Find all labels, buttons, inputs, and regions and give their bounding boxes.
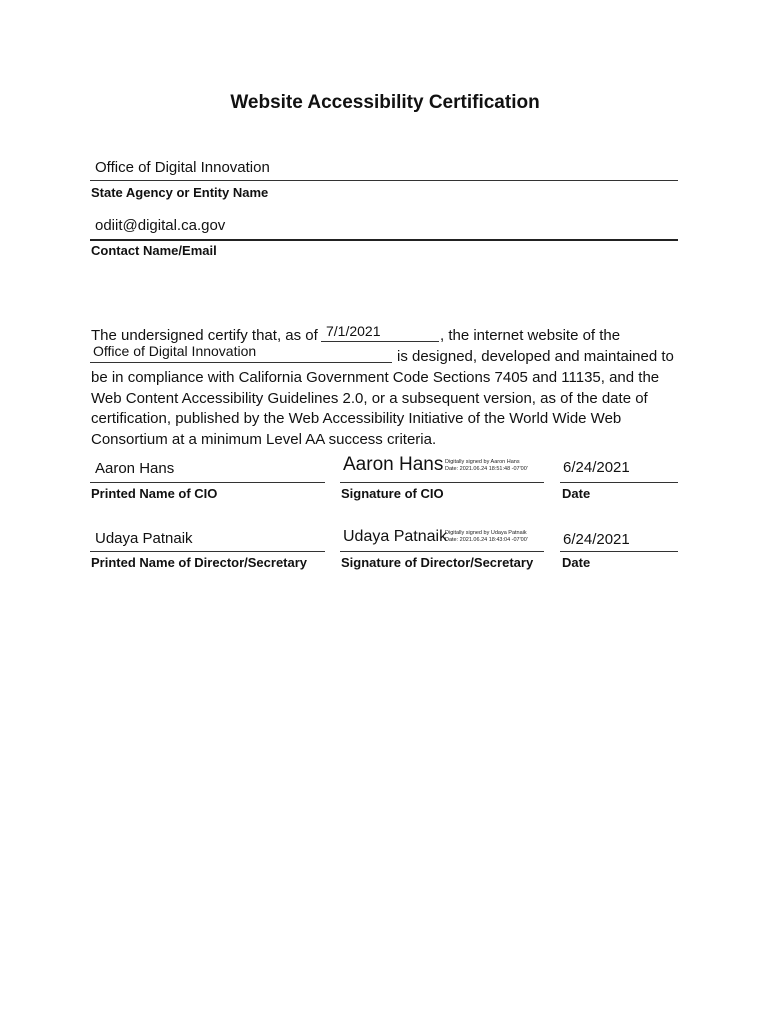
cert-date-line — [321, 341, 439, 342]
cert-line1-prefix: The undersigned certify that, as of — [91, 327, 318, 344]
cert-date-value[interactable]: 7/1/2021 — [326, 323, 381, 339]
document-title: Website Accessibility Certification — [230, 92, 540, 113]
cert-line1-suffix: , the internet website of the — [440, 327, 621, 344]
cio-date-line — [560, 482, 678, 483]
director-date-label: Date — [562, 555, 591, 570]
director-printed-name[interactable]: Udaya Patnaik — [95, 530, 193, 547]
director-signature-stamp — [445, 530, 528, 544]
agency-name-line — [90, 180, 678, 181]
cert-line5: certification, published by the Web Accessibility Initiative of the World Wide Web — [91, 410, 622, 427]
cert-line6: Consortium at a minimum Level AA success criteria. — [91, 431, 437, 448]
director-signature-line — [340, 551, 544, 552]
cio-date-value[interactable]: 6/24/2021 — [563, 459, 630, 476]
director-date-value[interactable]: 6/24/2021 — [563, 531, 630, 548]
cio-signature[interactable] — [343, 454, 443, 476]
director-signature[interactable] — [343, 528, 447, 546]
cert-entity-line — [90, 362, 392, 363]
cio-signature-line — [340, 482, 544, 483]
contact-email-value[interactable]: odiit@digital.ca.gov — [95, 217, 226, 234]
director-date-line — [560, 551, 678, 552]
cio-printed-name-label: Printed Name of CIO — [91, 486, 218, 501]
cio-signature-name: Aaron Hans — [343, 454, 444, 475]
cio-date-label: Date — [562, 486, 591, 501]
cio-signature-label: Signature of CIO — [341, 486, 444, 501]
cert-line4: Web Content Accessibility Guidelines 2.0, or a subsequent version, as of the date of — [91, 390, 648, 407]
contact-email-line — [90, 239, 678, 241]
cert-line2-suffix: is designed, developed and maintained to — [397, 348, 674, 365]
contact-email-label: Contact Name/Email — [91, 243, 217, 258]
cio-signature-note-2: Date: 2021.06.24 18:51:48 -07'00' — [445, 466, 528, 472]
cert-entity-value[interactable]: Office of Digital Innovation — [93, 343, 257, 359]
director-signature-label: Signature of Director/Secretary — [341, 555, 534, 570]
director-signature-note-2: Date: 2021.06.24 18:43:04 -07'00' — [445, 537, 528, 543]
director-signature-name: Udaya Patnaik — [343, 528, 448, 545]
cio-signature-note-1: Digitally signed by Aaron Hans — [445, 459, 520, 465]
cio-printed-name[interactable]: Aaron Hans — [95, 460, 175, 477]
cio-signature-stamp — [445, 459, 528, 473]
agency-name-label: State Agency or Entity Name — [91, 185, 269, 200]
agency-name-value[interactable]: Office of Digital Innovation — [95, 159, 270, 176]
director-signature-note-1: Digitally signed by Udaya Patnaik — [445, 530, 527, 536]
director-printed-name-label: Printed Name of Director/Secretary — [91, 555, 308, 570]
director-printed-name-line — [90, 551, 325, 552]
cio-printed-name-line — [90, 482, 325, 483]
cert-line3: be in compliance with California Government Code Sections 7405 and 11135, and the — [91, 369, 660, 386]
